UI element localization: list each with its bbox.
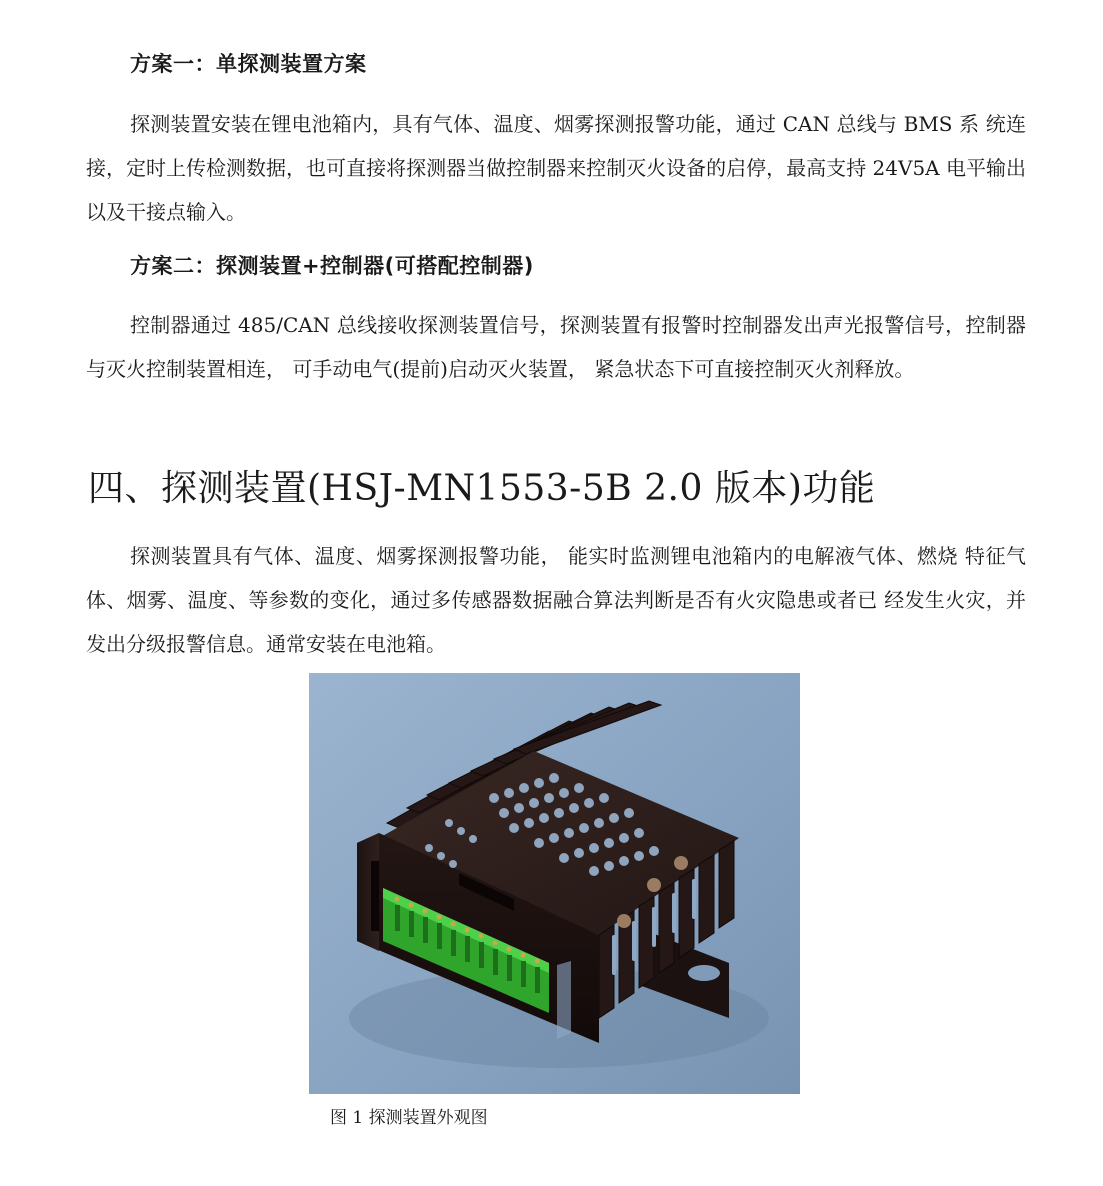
scheme2-heading: 方案二：探测装置+控制器(可搭配控制器) [130, 254, 534, 278]
section-heading: 四、探测装置(HSJ-MN1553-5B 2.0 版本)功能 [88, 468, 876, 509]
scheme1-heading: 方案一：单探测装置方案 [130, 52, 367, 76]
device-photo [309, 673, 800, 1094]
scheme1-paragraph: 探测装置安装在锂电池箱内，具有气体、温度、烟雾探测报警功能，通过 CAN 总线与 BMS 系 统连接，定时上传检测数据，也可直接将探测器当做控制器来控制灭火设备的启停，最高支持 24V5A 电平输出以及干接点输入。 [86, 112, 1026, 224]
section-paragraph: 探测装置具有气体、温度、烟雾探测报警功能， 能实时监测锂电池箱内的电解液气体、燃烧 特征气体、烟雾、温度、等参数的变化，通过多传感器数据融合算法判断是否有火灾隐患或者已 经发生火灾，并发出分级报警信息。通常安装在电池箱。 [86, 544, 1026, 656]
figure-caption: 图 1 探测装置外观图 [330, 1108, 488, 1128]
scheme2-paragraph: 控制器通过 485/CAN 总线接收探测装置信号，探测装置有报警时控制器发出声光报警信号，控制器与灭火控制装置相连， 可手动电气(提前)启动灭火装置， 紧急状态下可直接控制灭火剂释放。 [86, 313, 1026, 381]
